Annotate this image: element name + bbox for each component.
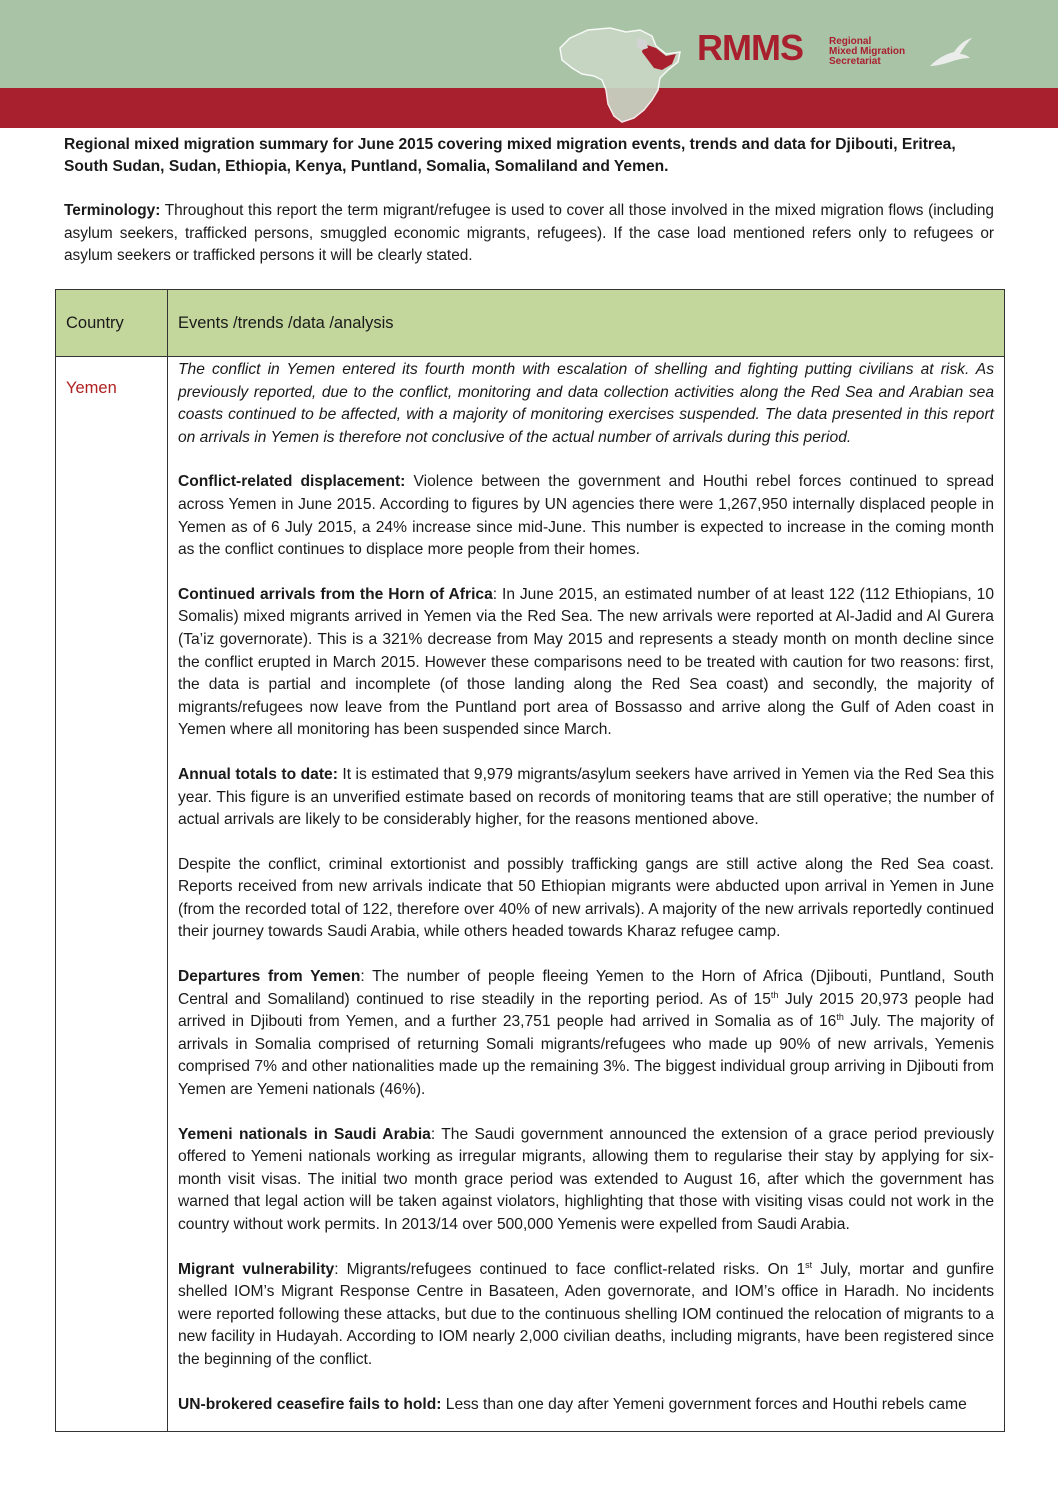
saudi-arabia-paragraph: Yemeni nationals in Saudi Arabia: The Saudi government announced the extension of a grace period previously offered to Yemeni nationals working as irregular migrants, allowing them to regularise their stay by applying for six-month visit visas. The initial two month grace period was extended to August 16, after which the government has warned that legal action will be taken against violators, highlighting that those with visiting visas could not work in the country without work permits. In 2013/14 over 500,000 Yemenis were expelled from Saudi Arabia. <box>178 1125 994 1233</box>
country-cell: Yemen <box>56 357 168 1432</box>
events-cell <box>168 357 1005 1432</box>
table-header-row <box>56 290 1005 357</box>
paragraph-heading: Yemeni nationals in Saudi Arabia <box>178 1125 431 1143</box>
migrant-vulnerability-paragraph: Migrant vulnerability: Migrants/refugees continued to face conflict-related risks. On 1st July, mortar and gunfire shelled IOM’s Migrant Response Centre in Basateen, Aden governorate, and IOM’s office in Haradh. No incidents were reported following these attacks, but due to the continuous shelling IOM continued the relocation of migrants to a new facility in Hudayah. According to IOM nearly 2,000 civilian deaths, including migrants, have been registered since the beginning of the conflict. <box>178 1259 994 1368</box>
paragraph-heading: Conflict-related displacement: <box>178 473 406 491</box>
header-banner <box>0 0 1058 128</box>
paragraph-heading: Migrant vulnerability <box>178 1260 335 1278</box>
extortion-paragraph: Despite the conflict, criminal extortionist and possibly trafficking gangs are still active along the Red Sea coast. Reports received from new arrivals indicate that 50 Ethiopian migrants were abducted upon arrival in Yemen in June (from the recorded total of 122, therefore over 40% of new arrivals). A majority of the new arrivals reportedly continued their journey towards Saudi Arabia, while others headed towards Kharaz refugee camp. <box>178 855 994 941</box>
continued-arrivals-paragraph: Continued arrivals from the Horn of Africa: In June 2015, an estimated number of at least 122 (112 Ethiopians, 10 Somalis) mixed migrants arrived in Yemen via the Red Sea. The new arrivals were reported at Al-Jadid and Al Gurera (Ta’iz governorate). This is a 321% decrease from May 2015 and represents a steady month on month decline since the conflict erupted in March 2015. However these comparisons need to be treated with caution for two reasons: first, the data is partial and incomplete (of those landing along the Red Sea coast) and secondly, the majority of migrants/refugees now leave from the Puntland port area of Bossasso and arrive along the Gulf of Aden coast in Yemen where all monitoring has been suspended since March. <box>178 585 994 739</box>
logo-subtitle <box>829 37 905 67</box>
country-column-header: Country <box>56 290 168 357</box>
terminology-text: Throughout this report the term migrant/refugee is used to cover all those involved in the mixed migration flows (including asylum seekers, trafficked persons, smuggled economic migrants, refugees). If the case load mentioned refers only to refugees or asylum seekers or trafficked persons it will be clearly stated. <box>64 202 994 264</box>
logo-title: RMMS <box>697 27 803 68</box>
paragraph-heading: Departures from Yemen <box>178 968 361 986</box>
africa-map-icon <box>548 18 688 126</box>
paragraph-heading: UN-brokered ceasefire fails to hold: <box>178 1395 442 1413</box>
ceasefire-paragraph: UN-brokered ceasefire fails to hold: Less than one day after Yemeni government forces and Houthi rebels came <box>178 1395 967 1413</box>
terminology-paragraph <box>64 200 994 268</box>
logo-line-1: Regional <box>829 36 872 47</box>
events-table <box>55 289 1005 1432</box>
paragraph-heading: Continued arrivals from the Horn of Africa <box>178 585 493 603</box>
annual-totals-paragraph: Annual totals to date: It is estimated that 9,979 migrants/asylum seekers have arrived in Yemen via the Red Sea this year. This figure is an unverified estimate based on records of monitoring teams that are still operative; the number of actual arrivals are likely to be considerably higher, for the reasons mentioned above. <box>178 765 994 829</box>
bird-icon <box>928 36 974 70</box>
table-row <box>56 357 1005 1432</box>
events-column-header: Events /trends /data /analysis <box>168 290 1005 357</box>
conflict-displacement-paragraph: Conflict-related displacement: Violence between the government and Houthi rebel forces continued to spread across Yemen in June 2015. According to figures by UN agencies there were 1,267,950 internally displaced people in Yemen as of 6 July 2015, a 24% increase since mid-June. This number is expected to increase in the coming month as the conflict continues to displace more people from their homes. <box>178 473 995 559</box>
logo-line-2: Mixed Migration <box>829 46 906 57</box>
paragraph-heading: Annual totals to date: <box>178 765 338 783</box>
logo-line-3: Secretariat <box>829 56 881 67</box>
header-red-band <box>0 88 1058 128</box>
terminology-label: Terminology: <box>64 202 161 219</box>
departures-paragraph: Departures from Yemen: The number of people fleeing Yemen to the Horn of Africa (Djibouti, Puntland, South Central and Somaliland) continued to rise steadily in the reporting period. As of 15th July 2015 20,973 people had arrived in Djibouti from Yemen, and a further 23,751 people had arrived in Somalia as of 16th July. The majority of arrivals in Somalia comprised of returning Somali migrants/refugees who made up 90% of new arrivals, Yemenis comprised 7% and other nationalities made up the remaining 3%. The biggest individual group arriving in Djibouti from Yemen are Yemeni nationals (46%). <box>178 968 994 1099</box>
yemen-intro-paragraph: The conflict in Yemen entered its fourth month with escalation of shelling and fighting putting civilians at risk. As previously reported, due to the conflict, monitoring and data collection activities along the Red Sea and Arabian sea coasts continued to be affected, with a majority of monitoring exercises suspended. The data presented in this report on arrivals in Yemen is therefore not conclusive of the actual number of arrivals during this period. <box>178 361 994 446</box>
report-intro: Regional mixed migration summary for June 2015 covering mixed migration events, trends and data for Djibouti, Eritrea, South Sudan, Sudan, Ethiopia, Kenya, Puntland, Somalia, Somaliland and Yemen. <box>64 136 956 175</box>
